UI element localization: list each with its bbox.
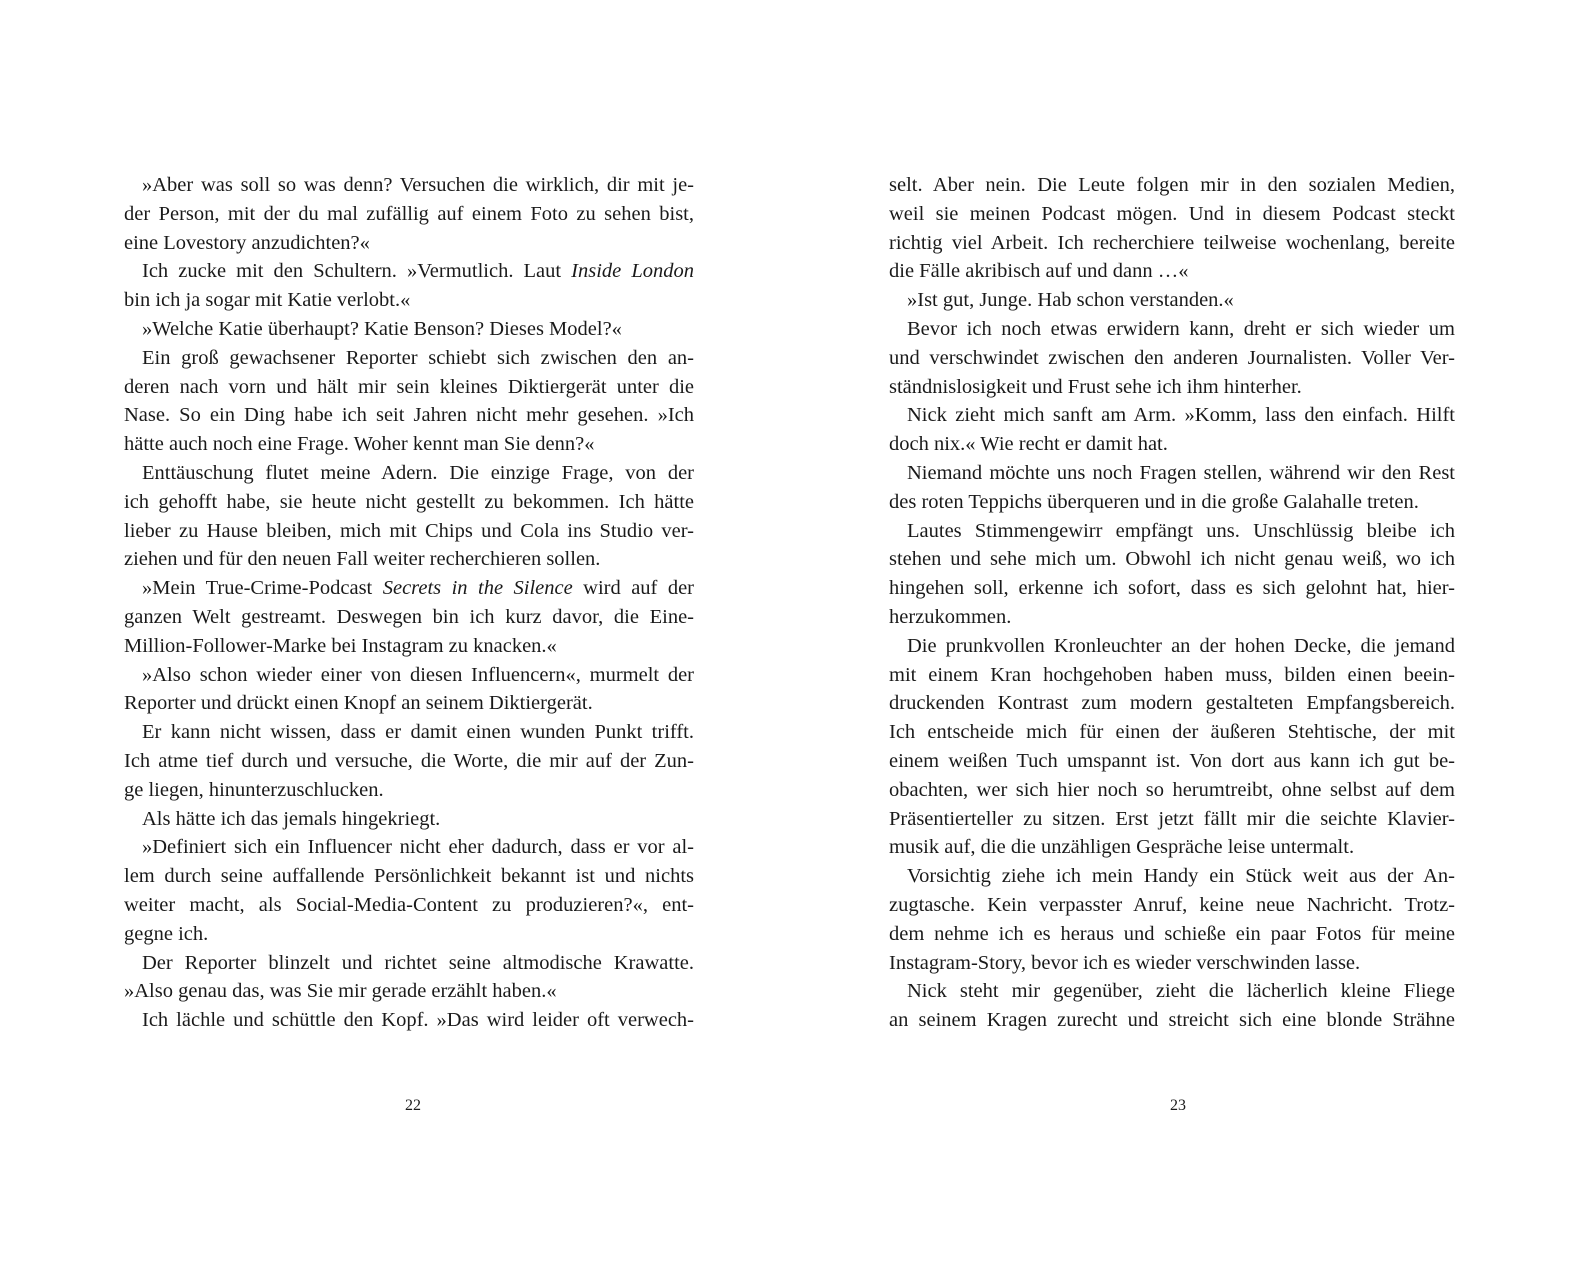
text-line: Ich lächle und schüttle den Kopf. »Das wird leider oft verwech- — [142, 1009, 694, 1032]
text-line: herzukommen. — [889, 605, 1012, 628]
italic-title: Inside London — [571, 260, 694, 283]
text-line: ziehen und für den neuen Fall weiter recherchieren sollen. — [124, 548, 601, 571]
text-line: selt. Aber nein. Die Leute folgen mir in den sozialen Medien, — [889, 174, 1455, 196]
left-page-text — [124, 171, 694, 1035]
text-line: hätte auch noch eine Frage. Woher kennt man Sie denn?« — [124, 433, 595, 456]
text-line — [124, 257, 694, 286]
text-line: dem nehme ich es heraus und schieße ein paar Fotos für meine — [889, 922, 1455, 945]
text-line: Er kann nicht wissen, dass er damit einen wunden Punkt trifft. — [142, 721, 694, 744]
text-line: ständnislosigkeit und Frust sehe ich ihm hinterher. — [889, 375, 1302, 398]
text-line: bin ich ja sogar mit Katie verlobt.« — [124, 289, 411, 312]
right-page — [797, 0, 1594, 1269]
text-line: »Also genau das, was Sie mir gerade erzählt haben.« — [124, 980, 557, 1003]
text-line: musik auf, die die unzähligen Gespräche leise untermalt. — [889, 836, 1355, 859]
text-segment: »Mein True-Crime-Podcast — [142, 577, 383, 600]
text-line: mit einem Kran hochgehoben haben muss, bilden einen beein- — [889, 663, 1455, 686]
text-line: Bevor ich noch etwas erwidern kann, dreht er sich wieder um — [907, 317, 1455, 340]
right-page-text — [889, 171, 1455, 1035]
text-line: Enttäuschung flutet meine Adern. Die einzige Frage, von der — [142, 461, 694, 484]
text-line: die Fälle akribisch auf und dann …« — [889, 260, 1189, 283]
text-line: an seinem Kragen zurecht und streicht sich eine blonde Strähne — [889, 1009, 1455, 1032]
text-line: »Also schon wieder einer von diesen Influencern«, murmelt der — [142, 663, 694, 686]
text-line: Lautes Stimmengewirr empfängt uns. Unschlüssig bleibe ich — [907, 519, 1455, 542]
text-line: der Person, mit der du mal zufällig auf einem Foto zu sehen bist, — [124, 202, 694, 225]
text-line: druckenden Kontrast zum modern gestalteten Empfangsbereich. — [889, 692, 1455, 715]
text-line: zugtasche. Kein verpasster Anruf, keine neue Nachricht. Trotz- — [889, 893, 1455, 916]
text-line: eine Lovestory anzudichten?« — [124, 231, 370, 254]
text-line: des roten Teppichs überqueren und in die große Galahalle treten. — [889, 490, 1419, 513]
text-line: Instagram-Story, bevor ich es wieder verschwinden lasse. — [889, 951, 1361, 974]
text-line: »Welche Katie überhaupt? Katie Benson? Dieses Model?« — [142, 317, 622, 340]
text-line: Reporter und drückt einen Knopf an seinem Diktiergerät. — [124, 692, 593, 715]
text-line: Nick steht mir gegenüber, zieht die lächerlich kleine Fliege — [907, 980, 1455, 1003]
text-line: hingehen soll, erkenne ich sofort, dass es sich gelohnt hat, hier- — [889, 577, 1455, 600]
left-page-number: 22 — [405, 1097, 421, 1114]
text-line: Ich atme tief durch und versuche, die Worte, die mir auf der Zun- — [124, 749, 694, 772]
text-line: »Ist gut, Junge. Hab schon verstanden.« — [907, 289, 1234, 312]
text-line: weil sie meinen Podcast mögen. Und in diesem Podcast steckt — [889, 202, 1455, 225]
text-line: ge liegen, hinunterzuschlucken. — [124, 778, 384, 801]
text-line: stehen und sehe mich um. Obwohl ich nicht genau weiß, wo ich — [889, 548, 1455, 571]
text-line: Niemand möchte uns noch Fragen stellen, während wir den Rest — [907, 461, 1455, 484]
text-line: weiter macht, als Social-Media-Content zu produzieren?«, ent- — [124, 893, 694, 916]
text-line — [124, 574, 694, 603]
text-line: lem durch seine auffallende Persönlichkeit bekannt ist und nichts — [124, 865, 694, 888]
text-line: Der Reporter blinzelt und richtet seine altmodische Krawatte. — [142, 951, 694, 974]
text-line: Million-Follower-Marke bei Instagram zu knacken.« — [124, 634, 557, 657]
text-line: Als hätte ich das jemals hingekriegt. — [142, 807, 441, 830]
italic-title: Secrets in the Silence — [382, 577, 573, 600]
text-line: Vorsichtig ziehe ich mein Handy ein Stück weit aus der An- — [907, 865, 1455, 888]
text-segment: wird auf der — [572, 577, 694, 600]
text-line: und verschwindet zwischen den anderen Journalisten. Voller Ver- — [889, 346, 1455, 369]
text-line: Präsentierteller zu sitzen. Erst jetzt fällt mir die seichte Klavier- — [889, 807, 1455, 830]
text-line: ganzen Welt gestreamt. Deswegen bin ich kurz davor, die Eine- — [124, 605, 694, 628]
text-line: »Definiert sich ein Influencer nicht eher dadurch, dass er vor al- — [142, 836, 694, 859]
text-line: richtig viel Arbeit. Ich recherchiere teilweise wochenlang, bereite — [889, 231, 1455, 254]
text-line: einem weißen Tuch umspannt ist. Von dort aus kann ich gut be- — [889, 749, 1455, 772]
text-line: obachten, wer sich hier noch so herumtreibt, ohne selbst auf dem — [889, 778, 1455, 801]
text-line: »Aber was soll so was denn? Versuchen die wirklich, dir mit je- — [142, 174, 694, 196]
text-line: Die prunkvollen Kronleuchter an der hohen Decke, die jemand — [907, 634, 1455, 657]
right-page-number: 23 — [1170, 1097, 1186, 1114]
text-line: gegne ich. — [124, 922, 209, 945]
text-line: Ein groß gewachsener Reporter schiebt sich zwischen den an- — [142, 346, 694, 369]
text-segment: Ich zucke mit den Schultern. »Vermutlich. Laut — [142, 260, 572, 283]
text-line: deren nach vorn und hält mir sein kleines Diktiergerät unter die — [124, 375, 694, 398]
text-line: Nick zieht mich sanft am Arm. »Komm, lass den einfach. Hilft — [907, 404, 1455, 427]
text-line: Nase. So ein Ding habe ich seit Jahren nicht mehr gesehen. »Ich — [124, 404, 694, 427]
text-line: doch nix.« Wie recht er damit hat. — [889, 433, 1168, 456]
text-line: lieber zu Hause bleiben, mich mit Chips und Cola ins Studio ver- — [124, 519, 694, 542]
text-line: ich gehofft habe, sie heute nicht gestellt zu bekommen. Ich hätte — [124, 490, 694, 513]
text-line: Ich entscheide mich für einen der äußeren Stehtische, der mit — [889, 721, 1455, 744]
